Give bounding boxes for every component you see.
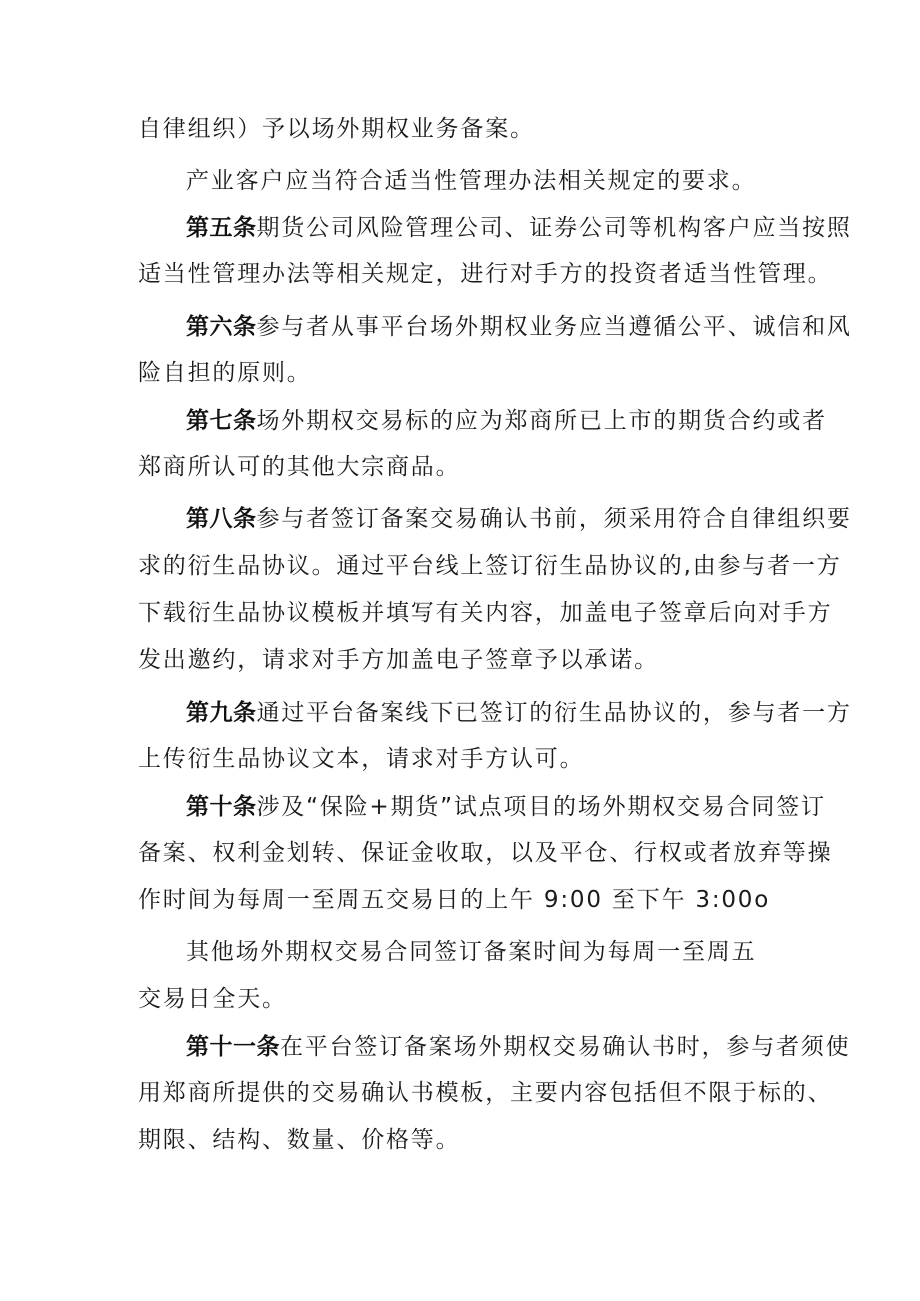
line-text: 自律组织）予以场外期权业务备案。 [138, 116, 535, 142]
line-text: 适当性管理办法等相关规定，进行对手方的投资者适当性管理。 [138, 261, 833, 287]
article-number: 第六条 [186, 313, 257, 339]
paragraph-line [138, 885, 770, 915]
paragraph-line [138, 259, 832, 289]
article-number: 第十一条 [186, 1033, 280, 1059]
line-text: 备案、权利金划转、保证金收取，以及平仓、行权或者放弃等操 [138, 840, 833, 866]
paragraph-line [186, 212, 852, 243]
paragraph-line [186, 791, 826, 822]
paragraph-line [138, 744, 584, 774]
paragraph-line [186, 405, 827, 436]
paragraph-line [186, 1031, 850, 1062]
line-text: 上传衍生品协议文本，请求对手方认可。 [138, 746, 585, 772]
article-number: 第八条 [186, 505, 257, 531]
line-text: 郑商所认可的其他大宗商品。 [138, 454, 461, 480]
paragraph-line [186, 311, 852, 342]
paragraph-line [186, 697, 852, 728]
article-number: 第十条 [186, 793, 257, 819]
paragraph-line [138, 551, 842, 581]
line-text: 险自担的原则。 [138, 360, 312, 386]
paragraph-line [186, 937, 756, 967]
line-text: 期货公司风险管理公司、证券公司等机构客户应当按照 [256, 215, 852, 241]
paragraph-line [186, 166, 756, 196]
line-text: 期限、结构、数量、价格等。 [138, 1127, 461, 1153]
line-text: 涉及“保险+期货”试点项目的场外期权交易合同签订 [256, 794, 826, 820]
line-text: 下载衍生品协议模板并填写有关内容，加盖电子签章后向对手方 [138, 600, 833, 626]
line-text: 产业客户应当符合适当性管理办法相关规定的要求。 [186, 168, 757, 194]
paragraph-line [138, 358, 312, 388]
article-number: 第九条 [186, 699, 257, 725]
line-text: 求的衍生品协议。通过平台线上签订衍生品协议的,由参与者一方 [138, 553, 842, 579]
paragraph-line [138, 598, 832, 628]
paragraph-line [138, 838, 832, 868]
line-text: 作时间为每周一至周五交易日的上午 9:00 至下午 3:00o [138, 887, 771, 913]
paragraph-line [138, 645, 659, 675]
paragraph-line [186, 503, 852, 534]
line-text: 参与者签订备案交易确认书前，须采用符合自律组织要 [256, 506, 852, 532]
line-text: 其他场外期权交易合同签订备案时间为每周一至周五 [186, 939, 757, 965]
paragraph-line [138, 1078, 832, 1108]
article-number: 第七条 [186, 407, 257, 433]
paragraph-line [138, 1125, 460, 1155]
paragraph-line [138, 114, 535, 144]
line-text: 在平台签订备案场外期权交易确认书时，参与者须使 [280, 1034, 851, 1060]
line-text: 场外期权交易标的应为郑商所已上市的期货合约或者 [256, 408, 827, 434]
paragraph-line [138, 452, 460, 482]
line-text: 通过平台备案线下已签订的衍生品协议的，参与者一方 [256, 700, 852, 726]
line-text: 用郑商所提供的交易确认书模板，主要内容包括但不限于标的、 [138, 1080, 833, 1106]
line-text: 交易日全天。 [138, 986, 287, 1012]
line-text: 参与者从事平台场外期权业务应当遵循公平、诚信和风 [256, 314, 852, 340]
paragraph-line [138, 984, 287, 1014]
article-number: 第五条 [186, 214, 257, 240]
line-text: 发出邀约，请求对手方加盖电子签章予以承诺。 [138, 647, 659, 673]
